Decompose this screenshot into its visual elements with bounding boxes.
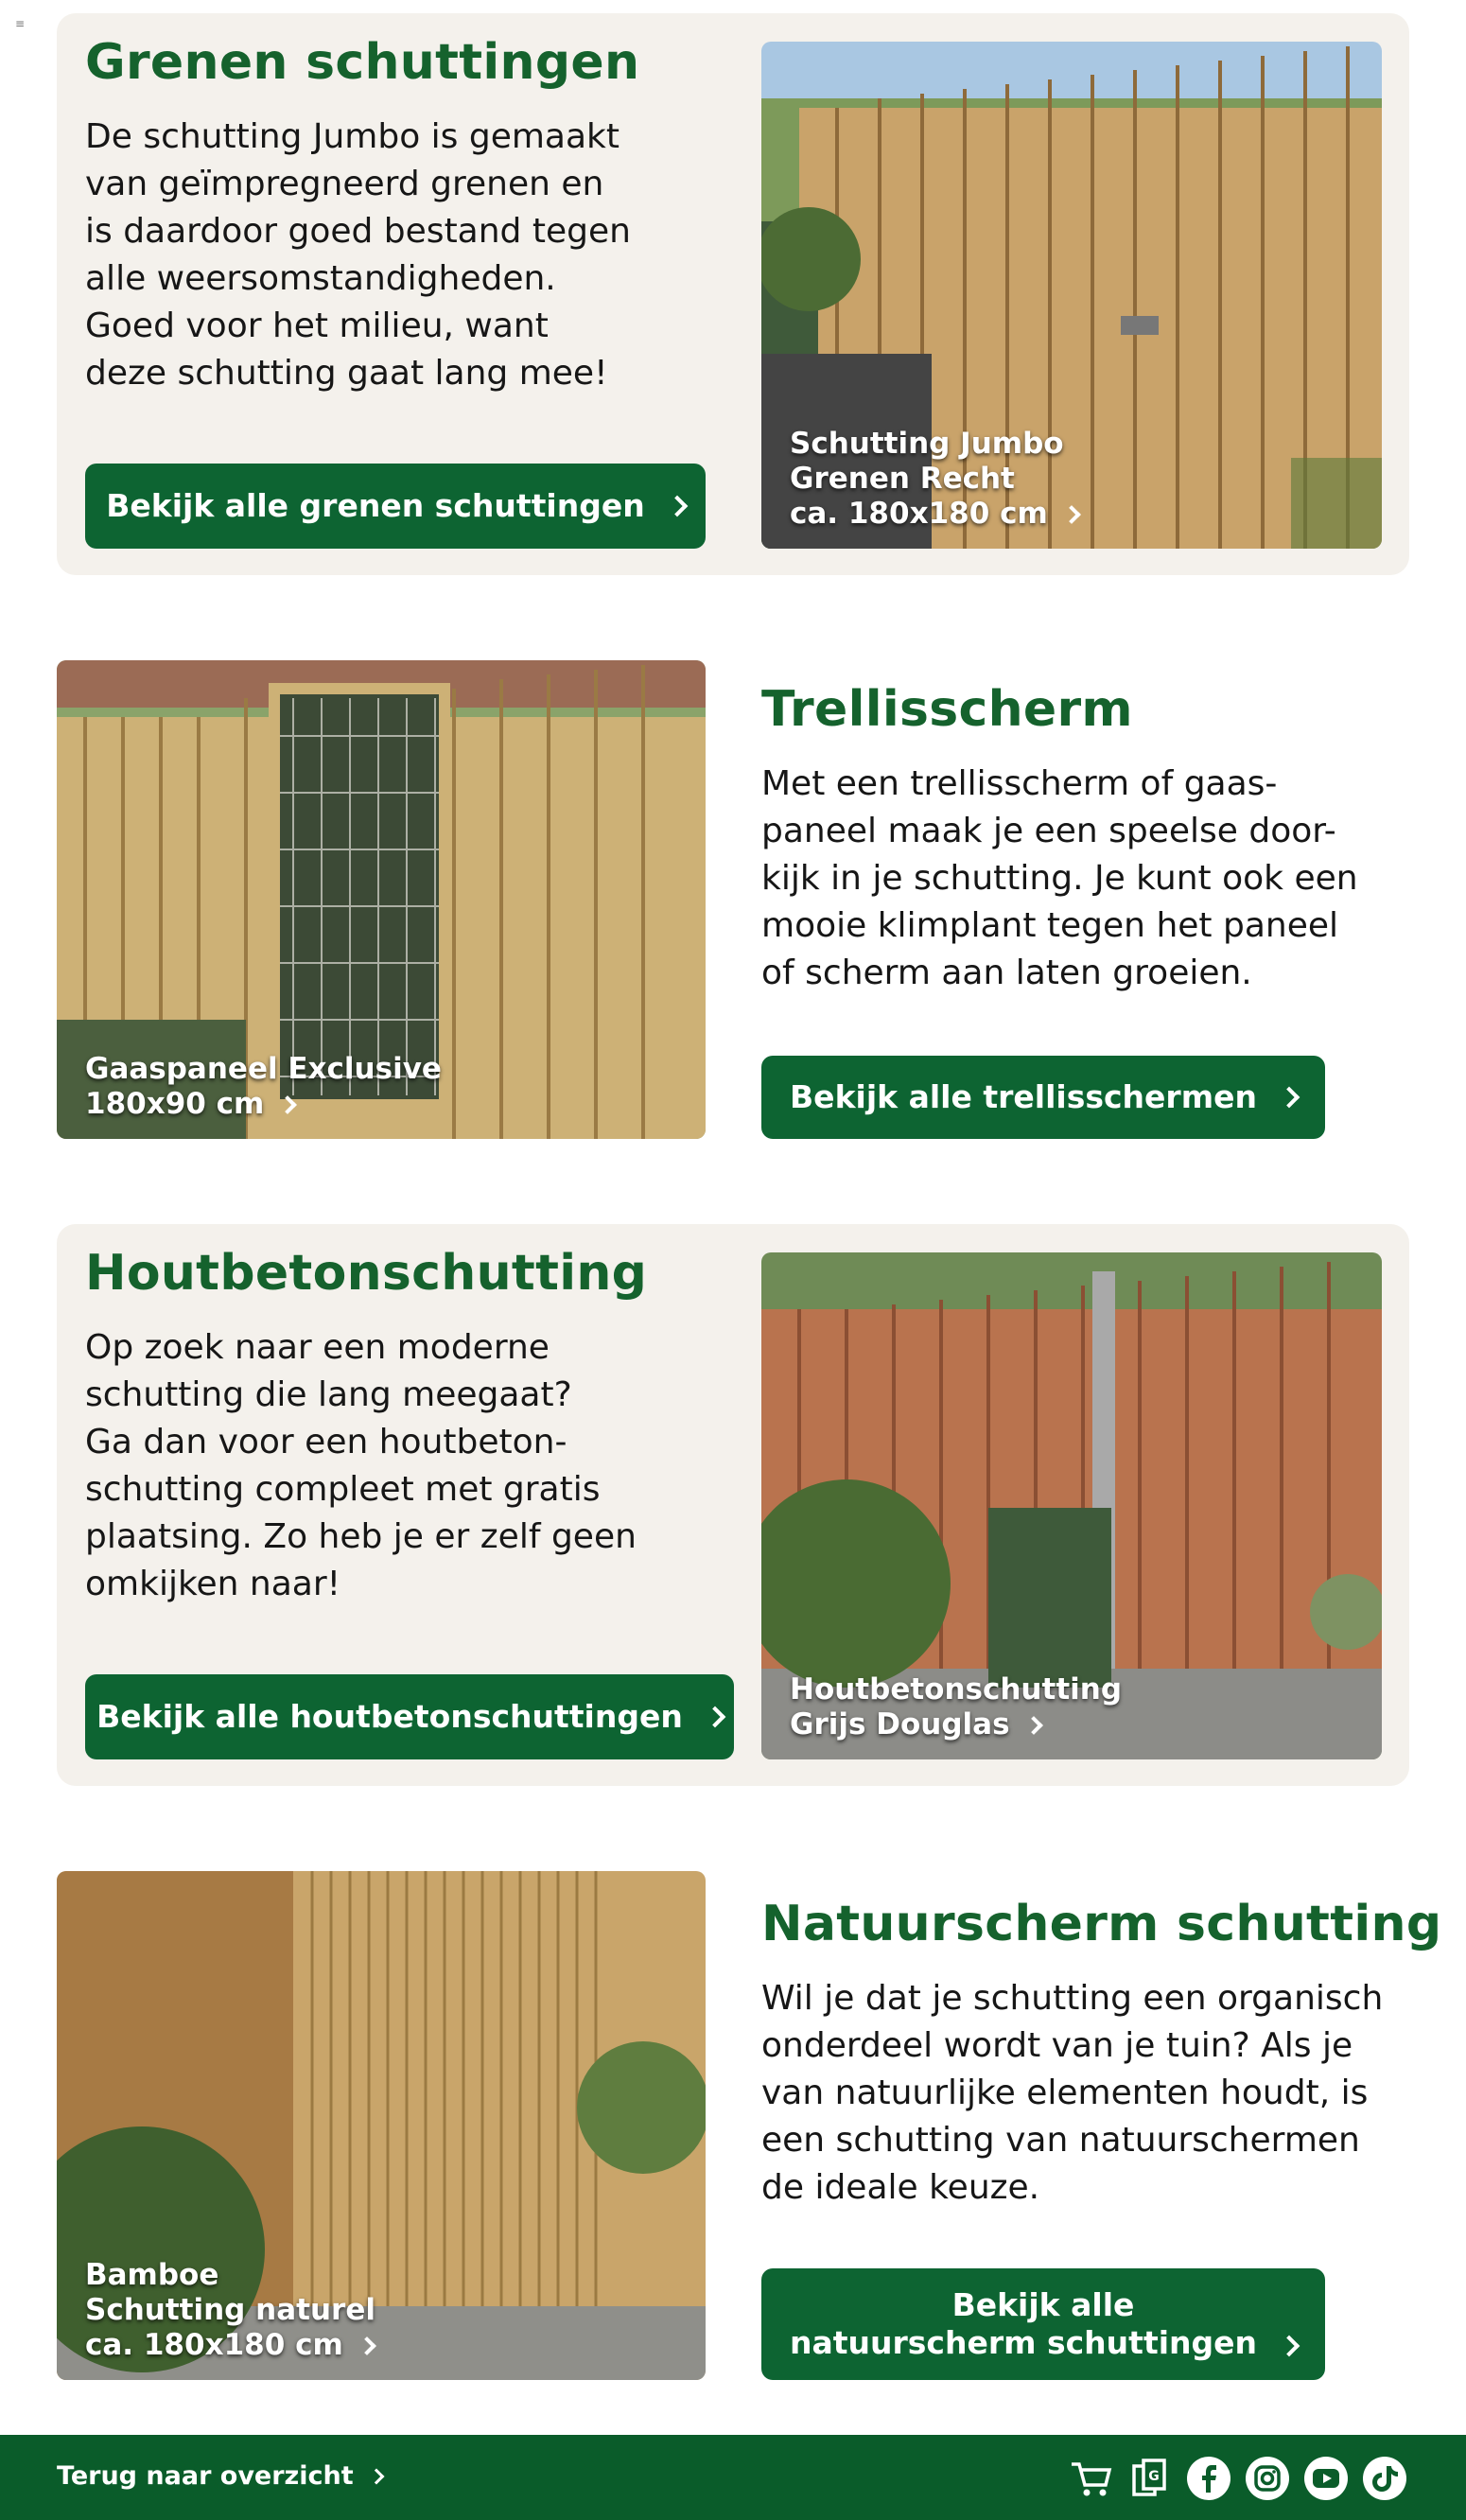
section-title: Trellisscherm [761,681,1133,738]
product-caption[interactable]: Schutting Jumbo Grenen Recht ca. 180x180 cm [790,427,1078,532]
chevron-right-icon [368,2468,384,2484]
section-houtbetonschutting [57,1224,1409,1786]
youtube-icon[interactable] [1301,2454,1351,2503]
footer-icons [1067,2454,1409,2503]
section-title: Grenen schuttingen [85,34,640,91]
product-image-gaaspaneel[interactable] [57,660,706,1139]
chevron-right-icon [278,1095,297,1114]
product-image-bamboe[interactable] [57,1871,706,2380]
section-grenen-schuttingen [57,13,1409,575]
catalog-icon[interactable] [1126,2454,1175,2503]
button-label: Bekijk alle trellisschermen [790,1078,1257,1115]
section-title: Natuurscherm schutting [761,1896,1442,1952]
facebook-icon[interactable] [1184,2454,1233,2503]
chevron-right-icon [1062,505,1081,524]
cart-icon[interactable] [1067,2454,1116,2503]
section-trellisscherm [57,660,1409,1139]
product-image-schutting-jumbo[interactable] [761,42,1382,549]
menu-mark: ≡ [15,17,26,30]
section-natuurscherm [57,1871,1442,2380]
tiktok-icon[interactable] [1360,2454,1409,2503]
product-caption[interactable]: Gaaspaneel Exclusive 180x90 cm [85,1052,442,1121]
section-text: De schutting Jumbo is gemaakt van geïmpregneerd grenen en is daardoor goed bestand tegen alle weersomstandigheden. Goed voor het milieu, want deze schutting gaat lang mee! [85,117,631,393]
product-image-houtbeton[interactable] [761,1252,1382,1759]
section-text: Op zoek naar een moderne schutting die lang meegaat? Ga dan voor een houtbeton- schutting compleet met gratis plaatsing. Zo heb je er zelf geen omkijken naar! [85,1328,637,1603]
chevron-right-icon [666,496,688,517]
instagram-icon[interactable] [1243,2454,1292,2503]
svg-text:G: G [1148,2469,1160,2484]
chevron-right-icon [1279,2336,1300,2357]
chevron-right-icon [1024,1716,1043,1735]
footer-bar [0,2435,1466,2520]
chevron-right-icon [1279,1087,1300,1109]
view-houtbeton-button[interactable] [85,1674,734,1759]
chevron-right-icon [358,2336,376,2355]
button-label: Bekijk alle grenen schuttingen [106,487,645,524]
section-title: Houtbetonschutting [85,1245,648,1302]
product-caption[interactable]: Houtbetonschutting Grijs Douglas [790,1672,1123,1741]
back-to-overview-link[interactable]: Terug naar overzicht [57,2461,382,2491]
section-text: Met een trellisscherm of gaas- paneel maak je een speelse door- kijk in je schutting. Je kunt ook een mooie klimplant tegen het paneel of scherm aan laten groeien. [761,764,1358,992]
section-text: Wil je dat je schutting een organisch onderdeel wordt van je tuin? Als je van natuurlijke elementen houdt, is een schutting van natuurschermen de ideale keuze. [761,1979,1384,2207]
view-grenen-button[interactable] [85,464,706,549]
chevron-right-icon [705,1706,726,1728]
button-label: Bekijk alle natuurscherm schuttingen [790,2286,1297,2362]
product-caption[interactable]: Bamboe Schutting naturel ca. 180x180 cm [85,2258,375,2362]
view-trellisschermen-button[interactable] [761,1056,1325,1139]
button-label: Bekijk alle houtbetonschuttingen [96,1698,683,1735]
view-natuurscherm-button[interactable] [761,2268,1325,2380]
